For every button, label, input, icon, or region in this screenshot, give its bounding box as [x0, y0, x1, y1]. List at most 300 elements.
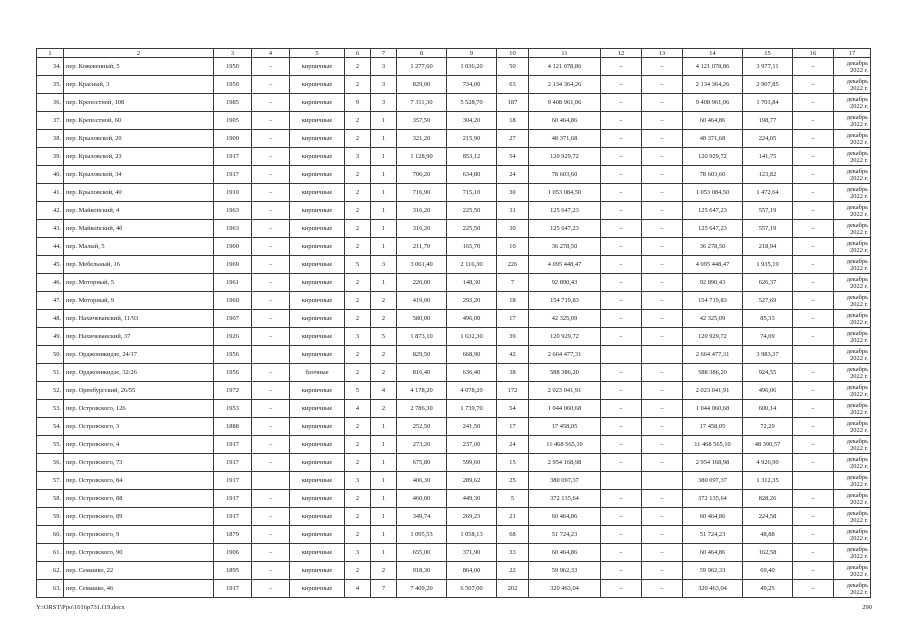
table-cell: – [642, 562, 683, 580]
table-cell: 1 [371, 202, 397, 220]
table-cell: 55. [37, 436, 64, 454]
table-cell: кирпичные [290, 76, 345, 94]
table-cell: – [252, 112, 290, 130]
table-cell: 1900 [214, 238, 252, 256]
table-cell: декабрь 2022 г. [834, 562, 871, 580]
table-cell: 48 371,68 [529, 130, 601, 148]
table-cell: 829,00 [397, 76, 447, 94]
table-cell: 2 [345, 184, 371, 202]
table-cell: – [793, 310, 834, 328]
table-cell: декабрь 2022 г. [834, 184, 871, 202]
table-cell: 1917 [214, 580, 252, 598]
table-cell: 49,25 [743, 580, 793, 598]
table-cell: – [642, 400, 683, 418]
table-cell: 48. [37, 310, 64, 328]
table-cell: – [642, 76, 683, 94]
table-cell: декабрь 2022 г. [834, 382, 871, 400]
table-row [37, 472, 871, 490]
table-cell: – [642, 166, 683, 184]
table-cell: 4 121 078,86 [529, 58, 601, 76]
table-cell: 2 786,30 [397, 400, 447, 418]
table-cell: 38. [37, 130, 64, 148]
table-cell: 30 [497, 220, 529, 238]
table-cell: – [252, 202, 290, 220]
table-cell: – [793, 256, 834, 274]
table-cell: 2 116,30 [447, 256, 497, 274]
table-cell: пер. Крыловской, 20 [64, 130, 214, 148]
table-cell: 226 [497, 256, 529, 274]
table-cell: пер. Мебельный, 16 [64, 256, 214, 274]
table-cell: 218,94 [743, 238, 793, 256]
column-number-header: 9 [447, 49, 497, 58]
table-cell: – [252, 58, 290, 76]
table-cell: 1 701,84 [743, 94, 793, 112]
column-number-header: 3 [214, 49, 252, 58]
table-cell: 46. [37, 274, 64, 292]
table-cell: 10 [497, 238, 529, 256]
table-cell: декабрь 2022 г. [834, 418, 871, 436]
table-cell: 9 [345, 94, 371, 112]
table-cell [642, 346, 683, 364]
table-cell: 60 464,86 [529, 112, 601, 130]
table-cell: – [601, 274, 642, 292]
table-cell: кирпичные [290, 148, 345, 166]
table-cell: 1963 [214, 220, 252, 238]
table-cell: 2 [345, 76, 371, 94]
table-cell: – [793, 526, 834, 544]
table-cell [252, 346, 290, 364]
table-cell: 60 464,86 [683, 112, 743, 130]
table-cell: 54 [497, 400, 529, 418]
table-cell: кирпичные [290, 436, 345, 454]
table-cell: 496,06 [743, 382, 793, 400]
table-cell: декабрь 2022 г. [834, 310, 871, 328]
table-cell: 2 [371, 292, 397, 310]
table-cell: – [252, 256, 290, 274]
table-row [37, 256, 871, 274]
table-cell: 49. [37, 328, 64, 346]
table-cell: – [601, 400, 642, 418]
table-cell: – [601, 382, 642, 400]
table-cell: кирпичные [290, 526, 345, 544]
table-cell: 17 458,05 [529, 418, 601, 436]
table-cell: декабрь 2022 г. [834, 454, 871, 472]
table-cell: 1895 [214, 562, 252, 580]
table-cell: пер. Майкопский, 4 [64, 202, 214, 220]
table-cell: 74,09 [743, 328, 793, 346]
table-cell: пер. Нахичеванский, 37 [64, 328, 214, 346]
table-cell: – [793, 166, 834, 184]
table-cell: 1969 [214, 256, 252, 274]
table-cell: кирпичные [290, 256, 345, 274]
table-cell: – [793, 238, 834, 256]
table-cell: декабрь 2022 г. [834, 292, 871, 310]
table-cell: – [252, 454, 290, 472]
table-cell: кирпичные [290, 220, 345, 238]
table-cell: 4 078,20 [447, 382, 497, 400]
table-cell: 349,74 [397, 508, 447, 526]
table-cell: декабрь 2022 г. [834, 472, 871, 490]
table-cell: 2 907,85 [743, 76, 793, 94]
column-number-header: 12 [601, 49, 642, 58]
table-row [37, 202, 871, 220]
table-cell: – [601, 454, 642, 472]
table-cell: – [642, 94, 683, 112]
table-cell: декабрь 2022 г. [834, 490, 871, 508]
table-cell: 5 528,70 [447, 94, 497, 112]
table-cell: пер. Островского, 90 [64, 544, 214, 562]
table-cell: 148,30 [447, 274, 497, 292]
table-cell: – [793, 328, 834, 346]
table-cell: 4 [371, 382, 397, 400]
table-row [37, 508, 871, 526]
table-cell: 2 [345, 58, 371, 76]
table-cell: 715,10 [447, 184, 497, 202]
table-cell: 59 962,33 [683, 562, 743, 580]
table-cell: 419,00 [397, 292, 447, 310]
table-cell: 47. [37, 292, 64, 310]
table-row [37, 58, 871, 76]
table-cell: – [601, 148, 642, 166]
table-cell: 496,00 [447, 310, 497, 328]
table-cell: 51 724,23 [683, 526, 743, 544]
table-cell [642, 472, 683, 490]
table-cell: – [793, 292, 834, 310]
table-cell: 2 [371, 400, 397, 418]
table-cell: – [252, 220, 290, 238]
table-cell: – [601, 184, 642, 202]
table-cell: блочные [290, 364, 345, 382]
table-cell: 162,58 [743, 544, 793, 562]
table-cell: 237,00 [447, 436, 497, 454]
table-cell: 51. [37, 364, 64, 382]
table-cell: 18 [497, 112, 529, 130]
table-cell: – [601, 220, 642, 238]
table-cell: – [642, 220, 683, 238]
table-cell: – [601, 508, 642, 526]
table-cell: 580,00 [397, 310, 447, 328]
table-cell: 1 [371, 130, 397, 148]
table-cell: кирпичные [290, 508, 345, 526]
table-cell: – [642, 256, 683, 274]
table-cell: 36 278,50 [529, 238, 601, 256]
table-cell: 320 463,04 [529, 580, 601, 598]
table-cell: 60 464,86 [529, 544, 601, 562]
table-cell: пер. Островского, 4 [64, 436, 214, 454]
table-cell: пер. Моторный, 5 [64, 274, 214, 292]
table-cell: кирпичные [290, 166, 345, 184]
table-cell: – [642, 382, 683, 400]
table-cell: – [793, 112, 834, 130]
column-number-header: 2 [64, 49, 214, 58]
table-cell: 3 [371, 76, 397, 94]
table-cell: кирпичные [290, 238, 345, 256]
table-cell: 2 [345, 130, 371, 148]
table-cell: пер. Кожевенный, 5 [64, 58, 214, 76]
table-cell: 120 929,72 [529, 148, 601, 166]
table-cell: – [601, 526, 642, 544]
table-cell: – [601, 130, 642, 148]
table-cell: – [601, 544, 642, 562]
table-cell: 380 097,37 [683, 472, 743, 490]
table-cell: – [252, 400, 290, 418]
table-cell: – [793, 454, 834, 472]
table-cell: 1 935,19 [743, 256, 793, 274]
column-number-header: 5 [290, 49, 345, 58]
table-cell: 1 [371, 184, 397, 202]
table-cell: 1 277,60 [397, 58, 447, 76]
table-cell: 1 472,64 [743, 184, 793, 202]
table-cell: пер. Моторный, 9 [64, 292, 214, 310]
table-cell: 5 [345, 256, 371, 274]
table-cell: пер. Оренбургский, 26/55 [64, 382, 214, 400]
table-cell: 7 409,20 [397, 580, 447, 598]
table-cell: кирпичные [290, 562, 345, 580]
table-cell: 2 [371, 346, 397, 364]
table-cell: – [252, 166, 290, 184]
table-cell: 3 [371, 256, 397, 274]
table-cell: 1 [371, 112, 397, 130]
table-cell: 316,20 [397, 202, 447, 220]
table-cell: 62. [37, 562, 64, 580]
table-cell: 1 [371, 472, 397, 490]
table-cell: 1960 [214, 292, 252, 310]
table-cell: – [642, 526, 683, 544]
table-cell: 3 [345, 148, 371, 166]
table-cell: – [252, 436, 290, 454]
table-cell: 31 [497, 202, 529, 220]
table-cell: 211,70 [397, 238, 447, 256]
table-cell: кирпичные [290, 202, 345, 220]
table-row [37, 454, 871, 472]
table-cell: – [252, 94, 290, 112]
table-cell: 1950 [214, 58, 252, 76]
table-cell: – [601, 76, 642, 94]
table-cell: декабрь 2022 г. [834, 346, 871, 364]
table-cell: – [793, 490, 834, 508]
table-cell: 154 719,83 [529, 292, 601, 310]
table-cell: 241,50 [447, 418, 497, 436]
table-body [37, 58, 871, 598]
table-cell: 63. [37, 580, 64, 598]
table-cell: – [601, 202, 642, 220]
table-cell: – [601, 310, 642, 328]
table-cell: 120 929,72 [683, 328, 743, 346]
table-cell: 6 507,00 [447, 580, 497, 598]
table-cell: 1 095,53 [397, 526, 447, 544]
table-cell: пер. Островского, 89 [64, 508, 214, 526]
table-row [37, 490, 871, 508]
table-cell: 1917 [214, 472, 252, 490]
table-cell: 1888 [214, 418, 252, 436]
table-cell: – [252, 526, 290, 544]
table-cell: 734,00 [447, 76, 497, 94]
table-cell: 42 325,09 [683, 310, 743, 328]
housing-register-table [36, 48, 871, 598]
table-cell: 380 097,37 [529, 472, 601, 490]
table-cell: 15 [497, 454, 529, 472]
table-cell: 39 [497, 328, 529, 346]
table-cell [601, 346, 642, 364]
table-cell: 4 [345, 400, 371, 418]
table-cell: 42 [497, 346, 529, 364]
table-cell: – [601, 580, 642, 598]
table-cell: – [793, 400, 834, 418]
table-cell: – [252, 130, 290, 148]
table-cell: 24 [497, 436, 529, 454]
table-cell: 225,50 [447, 202, 497, 220]
table-cell: – [601, 328, 642, 346]
table-cell: – [252, 544, 290, 562]
table-cell: – [793, 580, 834, 598]
table-cell: 1 [371, 526, 397, 544]
table-cell: 50 [497, 58, 529, 76]
table-cell: пер. Малый, 5 [64, 238, 214, 256]
table-cell: 187 [497, 94, 529, 112]
table-cell: кирпичные [290, 418, 345, 436]
column-number-header: 11 [529, 49, 601, 58]
table-cell: декабрь 2022 г. [834, 328, 871, 346]
table-cell: – [252, 364, 290, 382]
table-cell: 22 [497, 562, 529, 580]
table-cell: декабрь 2022 г. [834, 364, 871, 382]
table-cell: пер. Островского, 73 [64, 454, 214, 472]
table-cell: 828,26 [743, 490, 793, 508]
column-number-header: 17 [834, 49, 871, 58]
table-cell: 853,12 [447, 148, 497, 166]
table-cell: декабрь 2022 г. [834, 526, 871, 544]
table-cell: – [642, 148, 683, 166]
table-cell: – [252, 490, 290, 508]
table-cell: кирпичные [290, 184, 345, 202]
column-number-header: 4 [252, 49, 290, 58]
table-cell: 7 311,30 [397, 94, 447, 112]
table-cell: – [601, 292, 642, 310]
table-cell: 2 [371, 562, 397, 580]
table-cell: 2 [345, 166, 371, 184]
table-cell: 1917 [214, 508, 252, 526]
table-cell: 1 312,35 [743, 472, 793, 490]
table-cell: 273,20 [397, 436, 447, 454]
table-cell: 599,60 [447, 454, 497, 472]
table-cell: 72,29 [743, 418, 793, 436]
table-row [37, 580, 871, 598]
table-cell: 1905 [214, 112, 252, 130]
table-cell: 4 095 448,47 [683, 256, 743, 274]
table-cell: 69,40 [743, 562, 793, 580]
table-cell: – [642, 454, 683, 472]
table-cell: 3 [345, 328, 371, 346]
table-cell: 460,00 [397, 490, 447, 508]
table-cell: – [793, 94, 834, 112]
table-row [37, 184, 871, 202]
table-cell: – [252, 148, 290, 166]
table-cell: – [601, 364, 642, 382]
table-cell: кирпичные [290, 274, 345, 292]
table-cell: 48 390,57 [743, 436, 793, 454]
table-cell: 527,69 [743, 292, 793, 310]
table-cell: 63 [497, 76, 529, 94]
table-cell: 2 [345, 346, 371, 364]
table-row [37, 274, 871, 292]
table-cell: пер. Орджоникидзе, 24/17 [64, 346, 214, 364]
table-cell: 11 468 565,10 [529, 436, 601, 454]
table-row [37, 94, 871, 112]
table-cell: 449,30 [447, 490, 497, 508]
table-cell: декабрь 2022 г. [834, 544, 871, 562]
table-cell: 357,50 [397, 112, 447, 130]
table-cell: 43. [37, 220, 64, 238]
table-cell: 120 929,72 [683, 148, 743, 166]
table-cell: 2 [345, 112, 371, 130]
table-cell: 1 036,20 [447, 58, 497, 76]
table-cell: 1 [371, 454, 397, 472]
table-cell: 864,00 [447, 562, 497, 580]
table-cell: 1 [371, 490, 397, 508]
table-cell: 1917 [214, 436, 252, 454]
table-cell: 2 [345, 418, 371, 436]
table-cell: 54. [37, 418, 64, 436]
table-cell: декабрь 2022 г. [834, 220, 871, 238]
table-cell: пер. Крыловской, 40 [64, 184, 214, 202]
table-cell: 406,30 [397, 472, 447, 490]
table-cell: 2 [345, 292, 371, 310]
table-cell: 60 464,86 [529, 508, 601, 526]
table-cell: 3 983,37 [743, 346, 793, 364]
table-cell: 21 [497, 508, 529, 526]
table-cell: 1 [371, 508, 397, 526]
table-cell: декабрь 2022 г. [834, 58, 871, 76]
table-cell: кирпичные [290, 490, 345, 508]
table-cell: 1 058,13 [447, 526, 497, 544]
table-cell: 3 061,40 [397, 256, 447, 274]
table-cell: 2 023 041,91 [683, 382, 743, 400]
table-cell: 24 [497, 166, 529, 184]
table-cell: 634,80 [447, 166, 497, 184]
table-cell: – [793, 562, 834, 580]
table-cell: 1963 [214, 202, 252, 220]
table-row [37, 130, 871, 148]
table-cell: 30 [497, 184, 529, 202]
table-cell: 224,05 [743, 130, 793, 148]
table-cell: 1972 [214, 382, 252, 400]
table-cell: 2 664 477,31 [529, 346, 601, 364]
table-cell: – [793, 544, 834, 562]
table-cell: 1 [371, 418, 397, 436]
column-number-header: 14 [683, 49, 743, 58]
table-cell: кирпичные [290, 130, 345, 148]
table-cell: 2 [345, 508, 371, 526]
table-cell: – [252, 580, 290, 598]
table-cell: – [642, 58, 683, 76]
table-cell: 3 [345, 544, 371, 562]
table-cell: – [601, 436, 642, 454]
table-cell: – [642, 274, 683, 292]
table-cell: декабрь 2022 г. [834, 256, 871, 274]
table-cell: – [601, 238, 642, 256]
table-cell: 655,00 [397, 544, 447, 562]
table-row [37, 562, 871, 580]
table-cell: – [601, 166, 642, 184]
table-row [37, 328, 871, 346]
table-cell: пер. Красный, 3 [64, 76, 214, 94]
table-cell: 3 [371, 58, 397, 76]
table-cell: 2 [345, 274, 371, 292]
table-cell: – [252, 382, 290, 400]
table-row [37, 418, 871, 436]
table-cell: 34. [37, 58, 64, 76]
table-cell: 371,90 [447, 544, 497, 562]
